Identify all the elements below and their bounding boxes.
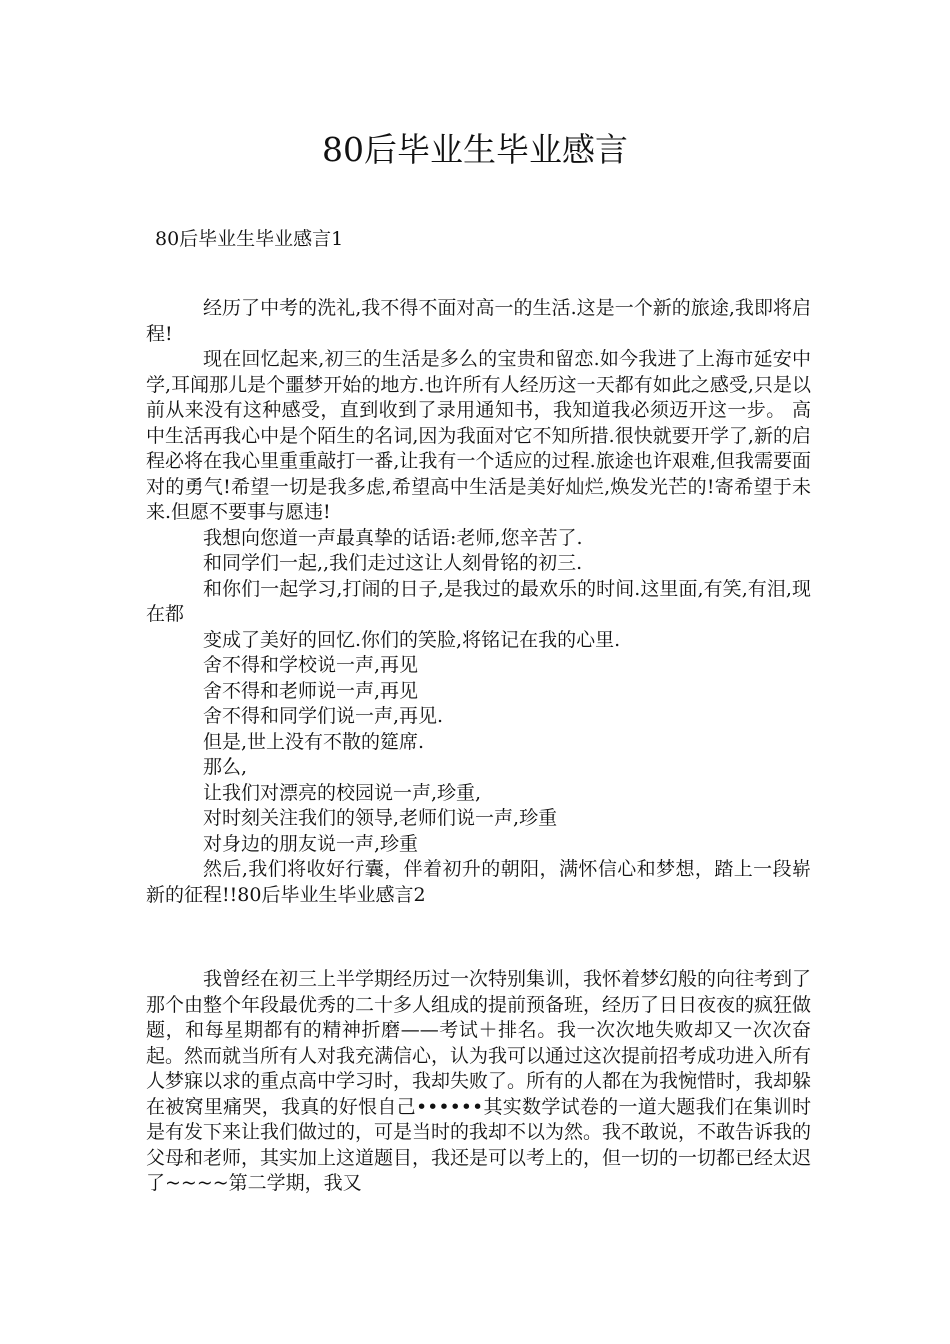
paragraph: 我曾经在初三上半学期经历过一次特别集训，我怀着梦幻般的向往考到了那个由整个年段最优秀的二十多人组成的提前预备班，经历了日日夜夜的疯狂做题，和每星期都有的精神折磨——考试＋排名。我一次次地失败却又一次次奋起。然而就当所有人对我充满信心，认为我可以通过这次提前招考成功进入所有人梦寐以求的重点高中学习时，我却失败了。所有的人都在为我惋惜时，我却躲在被窝里痛哭，我真的好恨自己••••••其实数学试卷的一道大题我们在集训时是有发下来让我们做过的，可是当时的我却不以为然。我不敢说，不敢告诉我的父母和老师，其实加上这道题目，我还是可以考上的，但一切的一切都已经太迟了~~~~第二学期，我又	[146, 968, 812, 1194]
paragraph: 对时刻关注我们的领导,老师们说一声,珍重	[203, 807, 558, 829]
paragraph: 舍不得和学校说一声,再见	[203, 654, 419, 676]
paragraph: 但是,世上没有不散的筵席.	[203, 730, 425, 753]
paragraph: 和你们一起学习,打闹的日子,是我过的最欢乐的时间.这里面,有笑,有泪,现在都	[146, 577, 811, 625]
document-title: 80后毕业生毕业感言	[322, 130, 628, 169]
paragraph: 我想向您道一声最真挚的话语:老师,您辛苦了.	[203, 526, 583, 549]
paragraph: 那么,	[203, 756, 248, 778]
paragraph: 舍不得和老师说一声,再见	[203, 679, 419, 702]
paragraph: 经历了中考的洗礼,我不得不面对高一的生活.这是一个新的旅途,我即将启程!	[146, 297, 811, 345]
paragraph: 舍不得和同学们说一声,再见.	[203, 705, 444, 727]
paragraph: 变成了美好的回忆.你们的笑脸,将铭记在我的心里.	[203, 628, 621, 651]
paragraph: 现在回忆起来,初三的生活是多么的宝贵和留恋.如今我进了上海市延安中学,耳闻那儿是个噩梦开始的地方.也许所有人经历这一天都有如此之感受,只是以前从来没有这种感受，直到收到了录用通知书，我知道我必须迈开这一步。 高中生活再我心中是个陌生的名词,因为我面对它不知所措.很快就要开学了,新的启程必将在我心里重重敲打一番,让我有一个适应的过程.旅途也许艰难,但我需要面对的勇气!希望一切是我多虑,希望高中生活是美好灿烂,焕发光芒的!寄希望于未来.但愿不要事与愿违!	[146, 348, 811, 523]
section-heading: 80后毕业生毕业感言1	[155, 228, 344, 250]
paragraph: 让我们对漂亮的校园说一声,珍重,	[203, 781, 482, 804]
body-text-block-1	[146, 296, 811, 908]
paragraph: 对身边的朋友说一声,珍重	[203, 832, 419, 855]
body-text-block-2	[146, 967, 811, 1197]
paragraph: 然后,我们将收好行囊，伴着初升的朝阳，满怀信心和梦想，踏上一段崭新的征程!!80后毕业生毕业感言2	[146, 858, 811, 906]
paragraph: 和同学们一起,,我们走过这让人刻骨铭的初三.	[203, 552, 583, 574]
